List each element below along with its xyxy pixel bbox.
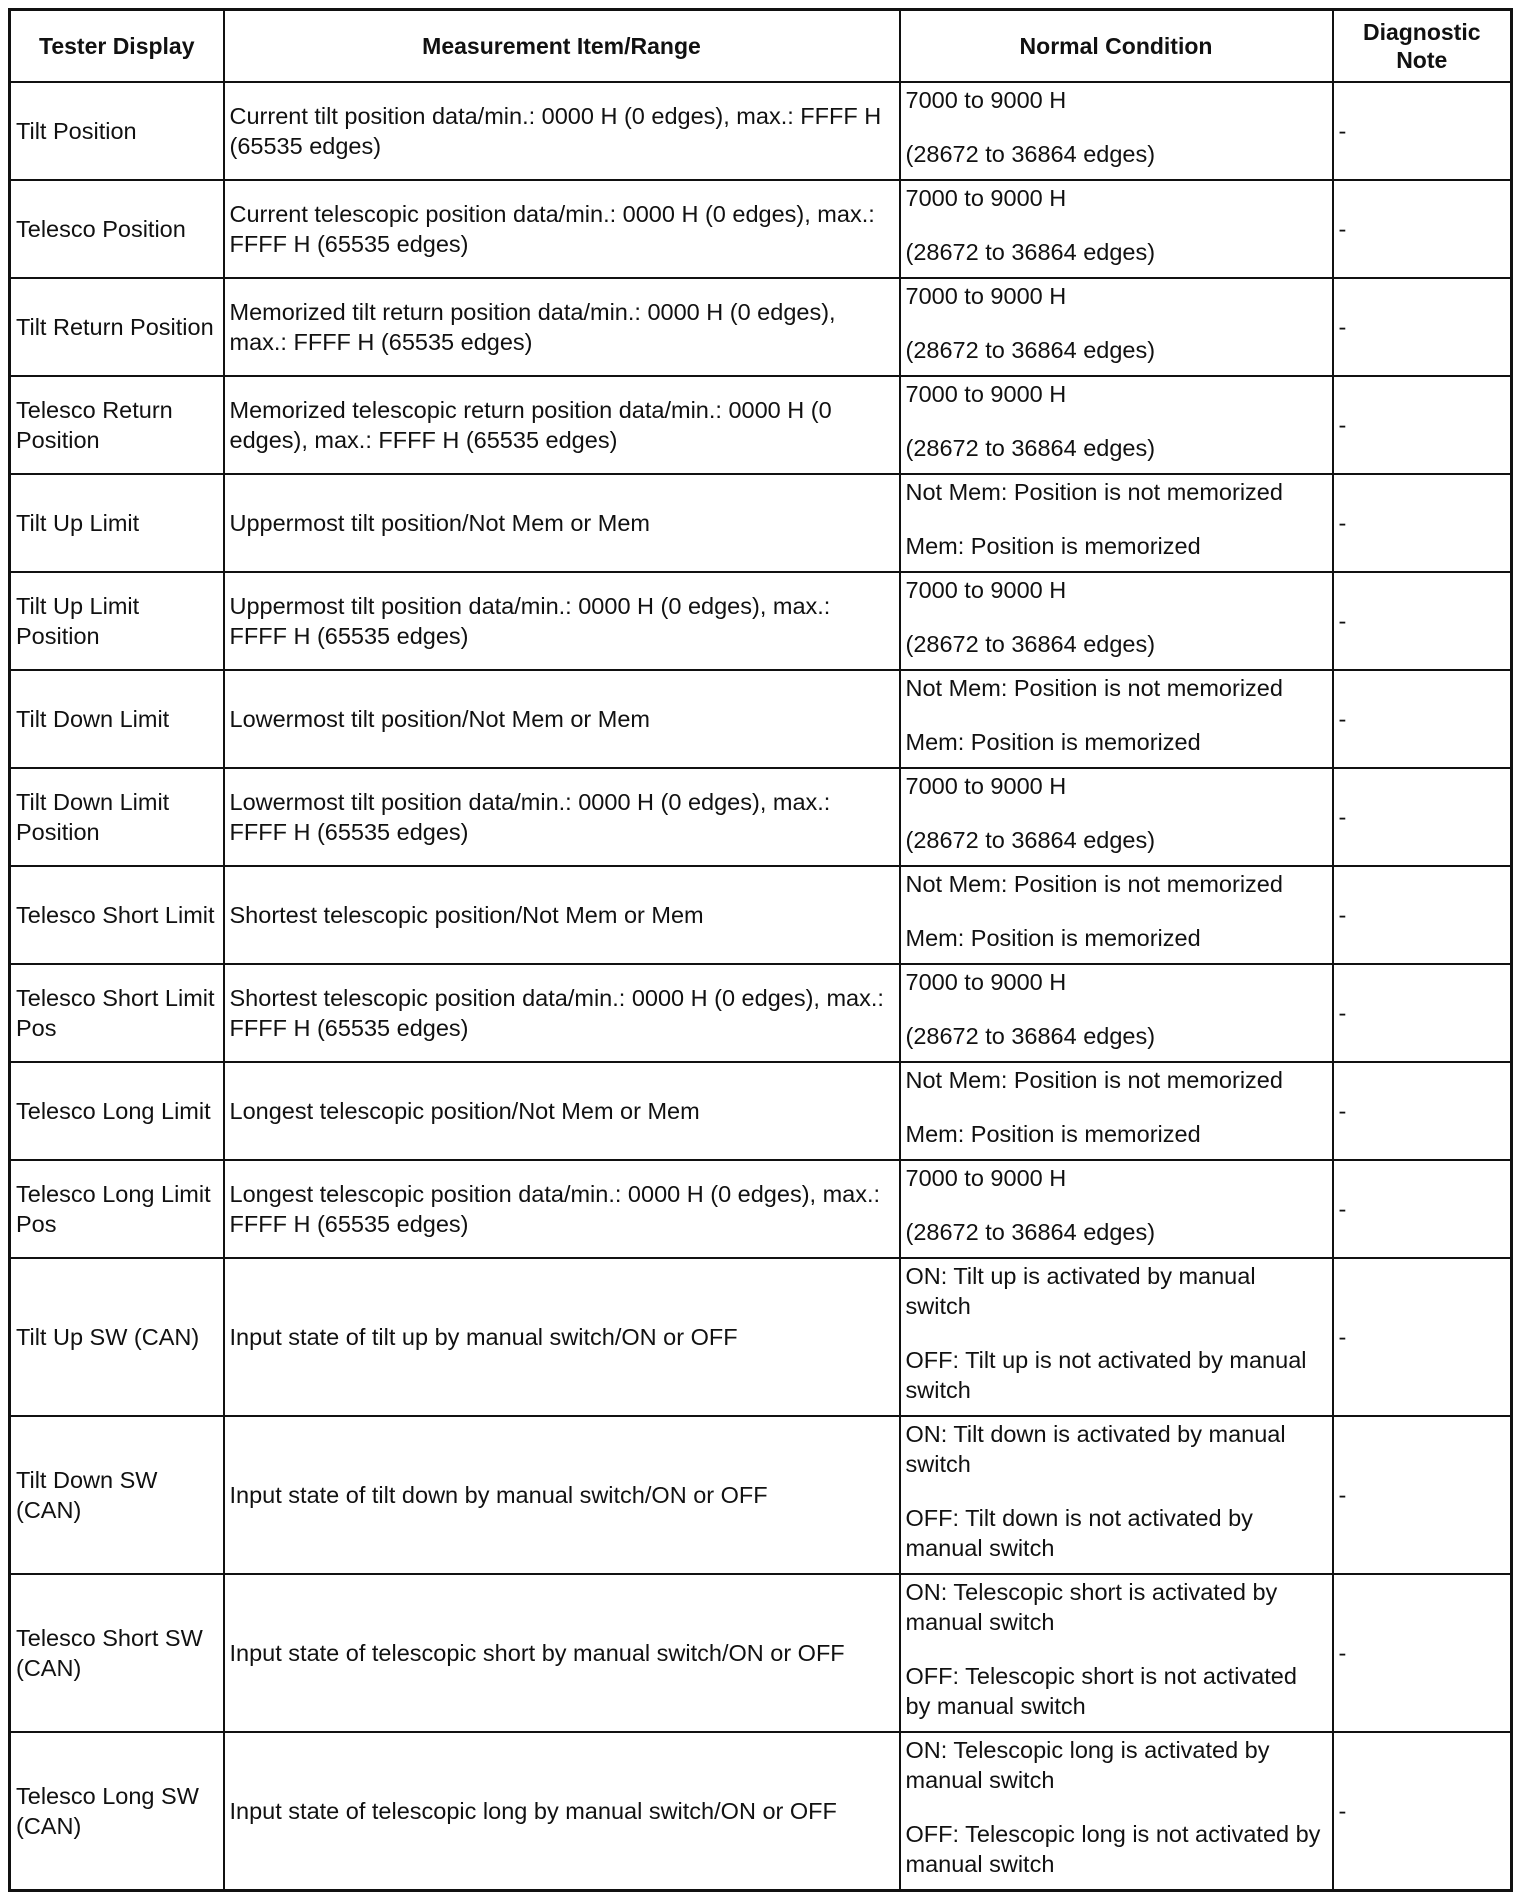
tester-display-cell: Tilt Return Position: [10, 278, 224, 376]
diagnostic-note-cell: -: [1333, 82, 1512, 180]
condition-line: ON: Telescopic long is activated by manual switch: [905, 1737, 1270, 1793]
condition-line: (28672 to 36864 edges): [905, 239, 1156, 265]
condition-line: 7000 to 9000 H: [905, 1165, 1067, 1191]
table-row: [10, 474, 1512, 572]
condition-line: 7000 to 9000 H: [905, 773, 1067, 799]
normal-condition-cell: [900, 1062, 1333, 1160]
measurement-cell: Shortest telescopic position/Not Mem or Mem: [224, 866, 900, 964]
measurement-cell: Uppermost tilt position/Not Mem or Mem: [224, 474, 900, 572]
measurement-cell: Uppermost tilt position data/min.: 0000 H (0 edges), max.: FFFF H (65535 edges): [224, 572, 900, 670]
tester-display-cell: Telesco Long Limit Pos: [10, 1160, 224, 1258]
tester-display-cell: Tilt Down Limit: [10, 670, 224, 768]
measurement-cell: Shortest telescopic position data/min.: 0000 H (0 edges), max.: FFFF H (65535 edges): [224, 964, 900, 1062]
condition-line: OFF: Telescopic long is not activated by manual switch: [905, 1821, 1321, 1877]
measurement-cell: Memorized tilt return position data/min.: 0000 H (0 edges), max.: FFFF H (65535 edges): [224, 278, 900, 376]
normal-condition-cell: [900, 82, 1333, 180]
diagnostic-note-cell: -: [1333, 866, 1512, 964]
normal-condition-cell: [900, 1416, 1333, 1574]
normal-condition-cell: [900, 376, 1333, 474]
tester-display-cell: Telesco Long Limit: [10, 1062, 224, 1160]
table-row: [10, 768, 1512, 866]
table-row: [10, 572, 1512, 670]
condition-line: ON: Tilt down is activated by manual switch: [905, 1421, 1286, 1477]
measurement-cell: Longest telescopic position data/min.: 0000 H (0 edges), max.: FFFF H (65535 edges): [224, 1160, 900, 1258]
table-body: [10, 82, 1512, 1891]
condition-line: (28672 to 36864 edges): [905, 141, 1156, 167]
tester-display-cell: Telesco Return Position: [10, 376, 224, 474]
tester-display-cell: Tilt Up Limit: [10, 474, 224, 572]
condition-line: OFF: Tilt up is not activated by manual switch: [905, 1347, 1307, 1403]
diagnostic-note-cell: -: [1333, 180, 1512, 278]
tester-display-cell: Tilt Position: [10, 82, 224, 180]
condition-line: Not Mem: Position is not memorized: [905, 871, 1283, 897]
normal-condition-cell: [900, 1732, 1333, 1891]
tester-display-cell: Tilt Down Limit Position: [10, 768, 224, 866]
normal-condition-cell: [900, 1160, 1333, 1258]
condition-line: 7000 to 9000 H: [905, 185, 1067, 211]
condition-line: Mem: Position is memorized: [905, 729, 1201, 755]
measurement-cell: Current tilt position data/min.: 0000 H (0 edges), max.: FFFF H (65535 edges): [224, 82, 900, 180]
condition-line: (28672 to 36864 edges): [905, 337, 1156, 363]
condition-line: (28672 to 36864 edges): [905, 1023, 1156, 1049]
table-row: [10, 1732, 1512, 1891]
diagnostic-note-cell: -: [1333, 1062, 1512, 1160]
header-normal-condition: Normal Condition: [900, 10, 1333, 83]
measurement-cell: Current telescopic position data/min.: 0000 H (0 edges), max.: FFFF H (65535 edges): [224, 180, 900, 278]
normal-condition-cell: [900, 670, 1333, 768]
diagnostic-note-cell: -: [1333, 670, 1512, 768]
normal-condition-cell: [900, 866, 1333, 964]
diagnostic-note-cell: -: [1333, 1732, 1512, 1891]
condition-line: 7000 to 9000 H: [905, 969, 1067, 995]
normal-condition-cell: [900, 180, 1333, 278]
normal-condition-cell: [900, 278, 1333, 376]
table-row: [10, 670, 1512, 768]
normal-condition-cell: [900, 572, 1333, 670]
measurement-cell: Input state of telescopic long by manual switch/ON or OFF: [224, 1732, 900, 1891]
table-row: [10, 278, 1512, 376]
measurement-cell: Lowermost tilt position data/min.: 0000 H (0 edges), max.: FFFF H (65535 edges): [224, 768, 900, 866]
diagnostic-note-cell: -: [1333, 1160, 1512, 1258]
tester-display-cell: Telesco Short Limit: [10, 866, 224, 964]
tester-display-cell: Tilt Up Limit Position: [10, 572, 224, 670]
diagnostic-data-table: [8, 8, 1513, 1892]
header-row: [10, 10, 1512, 83]
diagnostic-note-cell: -: [1333, 1258, 1512, 1416]
condition-line: ON: Tilt up is activated by manual switch: [905, 1263, 1256, 1319]
measurement-cell: Input state of telescopic short by manual switch/ON or OFF: [224, 1574, 900, 1732]
condition-line: 7000 to 9000 H: [905, 381, 1067, 407]
diagnostic-note-cell: -: [1333, 768, 1512, 866]
condition-line: Mem: Position is memorized: [905, 925, 1201, 951]
condition-line: Not Mem: Position is not memorized: [905, 1067, 1283, 1093]
condition-line: Mem: Position is memorized: [905, 1121, 1201, 1147]
tester-display-cell: Telesco Position: [10, 180, 224, 278]
condition-line: Not Mem: Position is not memorized: [905, 479, 1283, 505]
table-row: [10, 1160, 1512, 1258]
normal-condition-cell: [900, 474, 1333, 572]
measurement-cell: Lowermost tilt position/Not Mem or Mem: [224, 670, 900, 768]
table-row: [10, 82, 1512, 180]
condition-line: OFF: Tilt down is not activated by manual switch: [905, 1505, 1253, 1561]
table-header: [10, 10, 1512, 83]
diagnostic-note-cell: -: [1333, 1574, 1512, 1732]
condition-line: Not Mem: Position is not memorized: [905, 675, 1283, 701]
tester-display-cell: Telesco Short SW (CAN): [10, 1574, 224, 1732]
condition-line: 7000 to 9000 H: [905, 283, 1067, 309]
diagnostic-note-cell: -: [1333, 964, 1512, 1062]
diagnostic-note-cell: -: [1333, 278, 1512, 376]
condition-line: (28672 to 36864 edges): [905, 631, 1156, 657]
table-row: [10, 376, 1512, 474]
normal-condition-cell: [900, 768, 1333, 866]
condition-line: OFF: Telescopic short is not activated by manual switch: [905, 1663, 1297, 1719]
table-row: [10, 1062, 1512, 1160]
header-tester-display: Tester Display: [10, 10, 224, 83]
tester-display-cell: Tilt Up SW (CAN): [10, 1258, 224, 1416]
normal-condition-cell: [900, 1258, 1333, 1416]
tester-display-cell: Telesco Short Limit Pos: [10, 964, 224, 1062]
measurement-cell: Input state of tilt down by manual switch/ON or OFF: [224, 1416, 900, 1574]
measurement-cell: Longest telescopic position/Not Mem or Mem: [224, 1062, 900, 1160]
condition-line: (28672 to 36864 edges): [905, 435, 1156, 461]
condition-line: (28672 to 36864 edges): [905, 827, 1156, 853]
diagnostic-note-cell: -: [1333, 474, 1512, 572]
tester-display-cell: Telesco Long SW (CAN): [10, 1732, 224, 1891]
tester-display-cell: Tilt Down SW (CAN): [10, 1416, 224, 1574]
diagnostic-note-cell: -: [1333, 376, 1512, 474]
table-row: [10, 1258, 1512, 1416]
normal-condition-cell: [900, 1574, 1333, 1732]
diagnostic-note-cell: -: [1333, 1416, 1512, 1574]
condition-line: 7000 to 9000 H: [905, 577, 1067, 603]
diagnostic-note-cell: -: [1333, 572, 1512, 670]
header-diagnostic-note: Diagnostic Note: [1333, 10, 1512, 83]
condition-line: (28672 to 36864 edges): [905, 1219, 1156, 1245]
condition-line: Mem: Position is memorized: [905, 533, 1201, 559]
table-row: [10, 964, 1512, 1062]
table-row: [10, 866, 1512, 964]
normal-condition-cell: [900, 964, 1333, 1062]
header-measurement-item-range: Measurement Item/Range: [224, 10, 900, 83]
table-row: [10, 1574, 1512, 1732]
measurement-cell: Memorized telescopic return position data/min.: 0000 H (0 edges), max.: FFFF H (65535 edges): [224, 376, 900, 474]
condition-line: ON: Telescopic short is activated by manual switch: [905, 1579, 1278, 1635]
table-row: [10, 1416, 1512, 1574]
condition-line: 7000 to 9000 H: [905, 87, 1067, 113]
measurement-cell: Input state of tilt up by manual switch/ON or OFF: [224, 1258, 900, 1416]
table-row: [10, 180, 1512, 278]
